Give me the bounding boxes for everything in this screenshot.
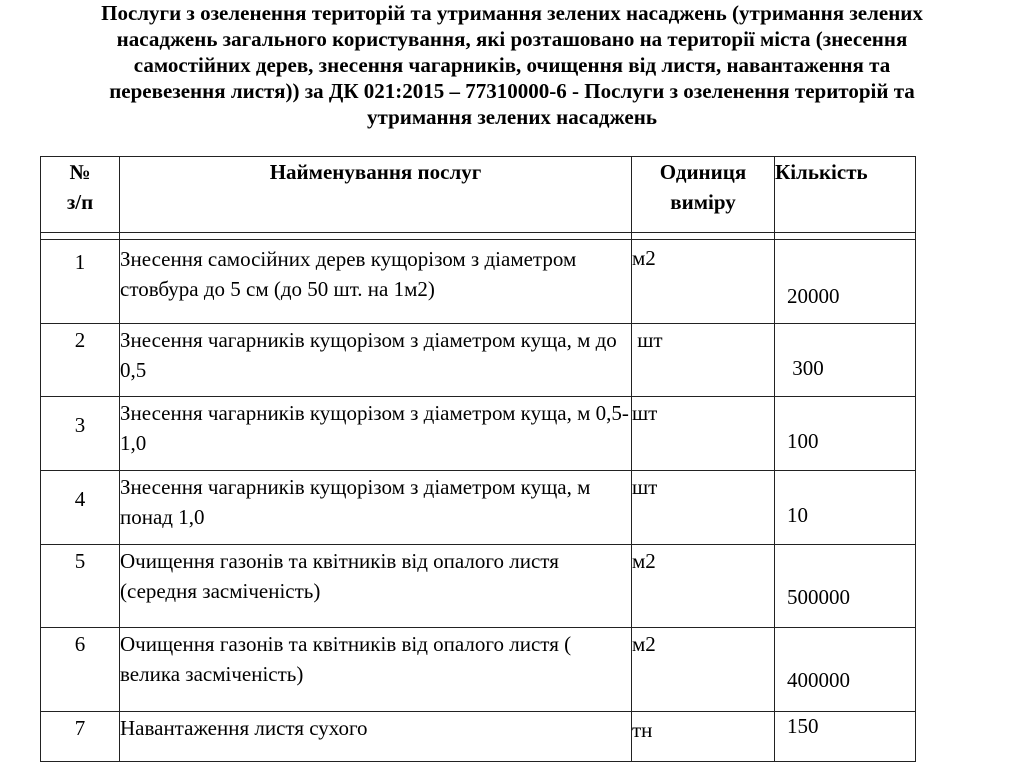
row-unit: м2	[632, 632, 656, 656]
table-row	[41, 324, 916, 397]
row-number: 5	[74, 549, 86, 573]
row-quantity: 100	[787, 429, 819, 453]
table-row	[41, 712, 916, 762]
row-quantity: 300	[787, 356, 824, 380]
row-number: 4	[74, 487, 86, 511]
row-service-name: Знесення чагарників кущорізом з діаметром куща, м до 0,5	[120, 328, 617, 382]
row-unit: шт	[632, 475, 658, 499]
row-service-name: Очищення газонів та квітників від опалого листя (середня засміченість)	[120, 549, 559, 603]
row-number: 3	[74, 413, 86, 437]
table-row	[41, 545, 916, 628]
row-quantity: 10	[787, 503, 808, 527]
row-service-name: Навантаження листя сухого	[120, 716, 368, 740]
row-number: 1	[74, 250, 86, 274]
services-table	[40, 156, 916, 762]
row-quantity: 150	[787, 714, 819, 738]
header-spacer	[41, 233, 916, 240]
row-unit: м2	[632, 549, 656, 573]
row-service-name: Знесення чагарників кущорізом з діаметром куща, м 0,5-1,0	[120, 401, 629, 455]
row-number: 2	[74, 328, 86, 352]
row-service-name: Знесення чагарників кущорізом з діаметром куща, м понад 1,0	[120, 475, 591, 529]
row-number: 6	[74, 632, 86, 656]
table-row	[41, 240, 916, 324]
row-quantity: 500000	[787, 585, 850, 609]
row-unit: шт	[632, 401, 658, 425]
row-number: 7	[74, 716, 86, 740]
row-unit: тн	[632, 718, 653, 742]
row-quantity: 400000	[787, 668, 850, 692]
row-unit: м2	[632, 246, 656, 270]
row-unit: шт	[632, 328, 663, 352]
table-header-row	[41, 157, 916, 233]
row-service-name: Очищення газонів та квітників від опалого листя ( велика засміченість)	[120, 632, 572, 686]
row-service-name: Знесення самосійних дерев кущорізом з діаметром стовбура до 5 см (до 50 шт. на 1м2)	[120, 247, 577, 301]
document-title: Послуги з озеленення територій та утримання зелених насаджень (утримання зелених насаджень загального користування, які розташовано на території міста (знесення самостійних дерев, знесення чагарників, очищення від листя, навантаження та перевезення листя)) за ДК 021:2015 – 77310000-6 - Послуги з озеленення територій та утримання зелених насаджень	[101, 1, 923, 129]
header-unit: Одиниця виміру	[632, 157, 775, 233]
header-number: № з/п	[41, 157, 120, 233]
table-row	[41, 397, 916, 471]
row-quantity: 20000	[787, 284, 840, 308]
header-quantity: Кількість	[775, 157, 916, 233]
header-service-name: Найменування послуг	[120, 157, 632, 233]
table-row	[41, 471, 916, 545]
table-row	[41, 628, 916, 712]
